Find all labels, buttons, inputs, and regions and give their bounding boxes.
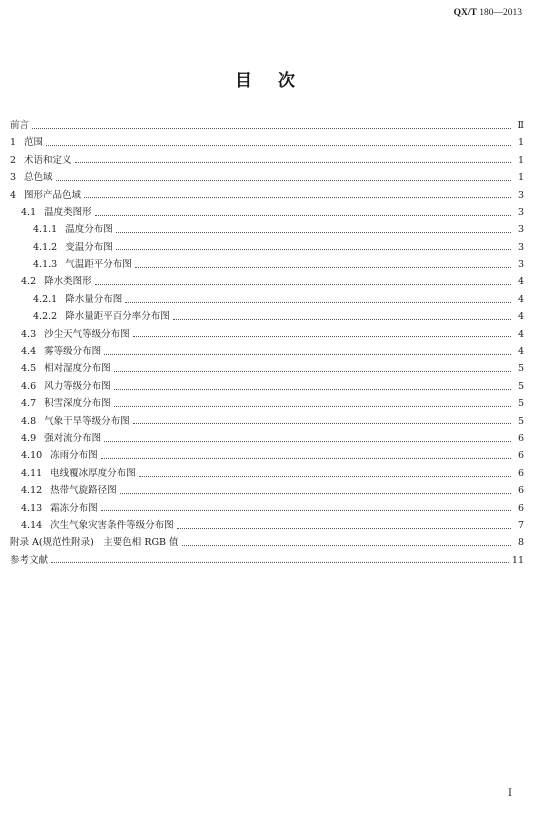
toc-leader-dots: [95, 206, 511, 216]
toc-entry-page: 3: [517, 206, 524, 218]
document-code-suffix: 180—2013: [479, 8, 522, 18]
toc-entry-label: 次生气象灾害条件等级分布图: [50, 519, 174, 531]
toc-leader-dots: [101, 501, 511, 511]
toc-leader-dots: [133, 327, 511, 337]
toc-entry[interactable]: [10, 134, 524, 151]
toc-entry-number: 4.10: [21, 450, 43, 462]
toc-entry-number: 4.2: [21, 276, 37, 288]
toc-leader-dots: [104, 432, 511, 442]
toc-entry[interactable]: [10, 447, 524, 464]
toc-entry[interactable]: [10, 291, 524, 308]
toc-entry-page: 3: [517, 241, 524, 253]
toc-entry-number: 4.8: [21, 415, 37, 427]
toc-entry-number: 4.5: [21, 363, 37, 375]
toc-entry-label: 电线覆冰厚度分布图: [50, 467, 136, 479]
toc-entry-label: 气温距平分布图: [65, 259, 132, 271]
toc-entry-label: 相对湿度分布图: [44, 363, 111, 375]
toc-entry[interactable]: [10, 465, 524, 482]
toc-entry-label: 降水量距平百分率分布图: [65, 311, 170, 323]
toc-entry-number: 4.13: [21, 502, 43, 514]
toc-entry-page: 4: [517, 293, 524, 305]
toc-entry-page: 1: [517, 137, 524, 149]
toc-entry-page: 1: [517, 172, 524, 184]
toc-entry[interactable]: [10, 430, 524, 447]
toc-leader-dots: [101, 449, 511, 459]
toc-entry[interactable]: [10, 534, 524, 551]
toc-entry-page: 6: [517, 450, 524, 462]
toc-entry-page: 5: [517, 398, 524, 410]
toc-entry[interactable]: [10, 204, 524, 221]
toc-entry-page: 4: [517, 276, 524, 288]
toc-leader-dots: [139, 467, 511, 477]
document-code-prefix: QX/T: [453, 8, 477, 18]
toc-entry-page: 6: [517, 432, 524, 444]
toc-entry-label: 热带气旋路径图: [50, 485, 117, 497]
toc-entry-page: 1: [517, 154, 524, 166]
toc-entry[interactable]: [10, 308, 524, 325]
toc-entry-label: 术语和定义: [24, 154, 72, 166]
toc-entry-label: 前言: [10, 119, 30, 131]
toc-entry-number: 4.3: [21, 328, 37, 340]
toc-leader-dots: [116, 240, 511, 250]
toc-entry-label: 图形产品色域: [24, 189, 82, 201]
toc-entry[interactable]: [10, 256, 524, 273]
toc-entry-label: 参考文献: [10, 554, 49, 566]
toc-entry-page: 5: [517, 380, 524, 392]
toc-entry-number: 4.7: [21, 398, 37, 410]
toc-entry-number: 2: [10, 154, 17, 166]
toc-entry[interactable]: [10, 552, 524, 569]
toc-entry-number: 4.6: [21, 380, 37, 392]
toc-entry-label: 冻雨分布图: [50, 450, 98, 462]
toc-entry-number: 3: [10, 172, 17, 184]
toc-entry-label: 风力等级分布图: [44, 380, 111, 392]
toc-entry-number: 4.2.2: [33, 311, 58, 323]
toc-entry-label: 积雪深度分布图: [44, 398, 111, 410]
toc-entry[interactable]: [10, 221, 524, 238]
toc-entry-number: 4.1.3: [33, 259, 58, 271]
toc-entry-page: 11: [511, 554, 524, 566]
toc-leader-dots: [133, 414, 511, 424]
toc-entry-page: Ⅱ: [517, 119, 524, 131]
toc-entry[interactable]: [10, 169, 524, 186]
toc-leader-dots: [56, 171, 511, 181]
toc-entry-number: 4.2.1: [33, 293, 58, 305]
toc-entry-page: 6: [517, 502, 524, 514]
toc-entry-label: 附录 A(规范性附录) 主要色相 RGB 值: [10, 537, 179, 549]
toc-leader-dots: [114, 362, 511, 372]
toc-entry[interactable]: [10, 274, 524, 291]
toc-entry-number: 4: [10, 189, 17, 201]
toc-entry-number: 4.1: [21, 206, 37, 218]
toc-entry[interactable]: [10, 378, 524, 395]
toc-entry-page: 8: [517, 537, 524, 549]
toc-entry[interactable]: [10, 239, 524, 256]
toc-entry-label: 气象干旱等级分布图: [44, 415, 130, 427]
page-title: 目次: [235, 71, 321, 91]
toc-entry-label: 雾等级分布图: [44, 346, 102, 358]
toc-entry[interactable]: [10, 326, 524, 343]
toc-leader-dots: [32, 119, 511, 129]
toc-entry-page: 6: [517, 467, 524, 479]
toc-entry-number: 4.1.1: [33, 224, 58, 236]
toc-entry-number: 4.12: [21, 485, 43, 497]
toc-entry-number: 4.9: [21, 432, 37, 444]
toc-entry[interactable]: [10, 413, 524, 430]
toc-leader-dots: [51, 553, 509, 563]
toc-leader-dots: [120, 484, 511, 494]
toc-leader-dots: [116, 223, 511, 233]
toc-leader-dots: [75, 153, 511, 163]
toc-entry-label: 降水类图形: [44, 276, 92, 288]
toc-entry[interactable]: [10, 152, 524, 169]
toc-entry-label: 沙尘天气等级分布图: [44, 328, 130, 340]
toc-entry-number: 4.14: [21, 519, 43, 531]
toc-entry-label: 温度分布图: [65, 224, 113, 236]
toc-entry-page: 6: [517, 485, 524, 497]
toc-leader-dots: [84, 188, 511, 198]
toc-entry-label: 变温分布图: [65, 241, 113, 253]
toc-entry[interactable]: [10, 117, 524, 134]
toc-leader-dots: [173, 310, 511, 320]
toc-entry-number: 4.1.2: [33, 241, 58, 253]
toc-leader-dots: [114, 397, 511, 407]
toc-entry[interactable]: [10, 360, 524, 377]
toc-leader-dots: [114, 380, 511, 390]
toc-entry-label: 范围: [24, 137, 44, 149]
toc-leader-dots: [135, 258, 511, 268]
table-of-contents: [10, 117, 524, 569]
toc-entry-number: 4.11: [21, 467, 43, 479]
toc-entry-page: 3: [517, 224, 524, 236]
document-code: [454, 8, 522, 18]
toc-entry-number: 1: [10, 137, 17, 149]
toc-entry-label: 温度类图形: [44, 206, 92, 218]
toc-entry[interactable]: [10, 517, 524, 534]
toc-entry[interactable]: [10, 187, 524, 204]
toc-leader-dots: [125, 293, 511, 303]
toc-leader-dots: [46, 136, 511, 146]
toc-entry[interactable]: [10, 482, 524, 499]
toc-entry-page: 4: [517, 328, 524, 340]
toc-leader-dots: [177, 519, 511, 529]
toc-entry-page: 7: [517, 519, 524, 531]
toc-entry-label: 霜冻分布图: [50, 502, 98, 514]
toc-entry[interactable]: [10, 395, 524, 412]
toc-entry[interactable]: [10, 343, 524, 360]
toc-entry-page: 5: [517, 415, 524, 427]
toc-entry-page: 4: [517, 311, 524, 323]
page-number: Ⅰ: [508, 788, 512, 799]
toc-entry[interactable]: [10, 500, 524, 517]
toc-entry-page: 3: [517, 259, 524, 271]
toc-entry-number: 4.4: [21, 346, 37, 358]
toc-entry-page: 3: [517, 189, 524, 201]
toc-leader-dots: [95, 275, 511, 285]
toc-leader-dots: [182, 536, 511, 546]
toc-entry-page: 4: [517, 346, 524, 358]
toc-entry-page: 5: [517, 363, 524, 375]
toc-entry-label: 总色域: [24, 172, 53, 184]
toc-entry-label: 强对流分布图: [44, 432, 102, 444]
toc-entry-label: 降水量分布图: [65, 293, 123, 305]
toc-leader-dots: [104, 345, 511, 355]
